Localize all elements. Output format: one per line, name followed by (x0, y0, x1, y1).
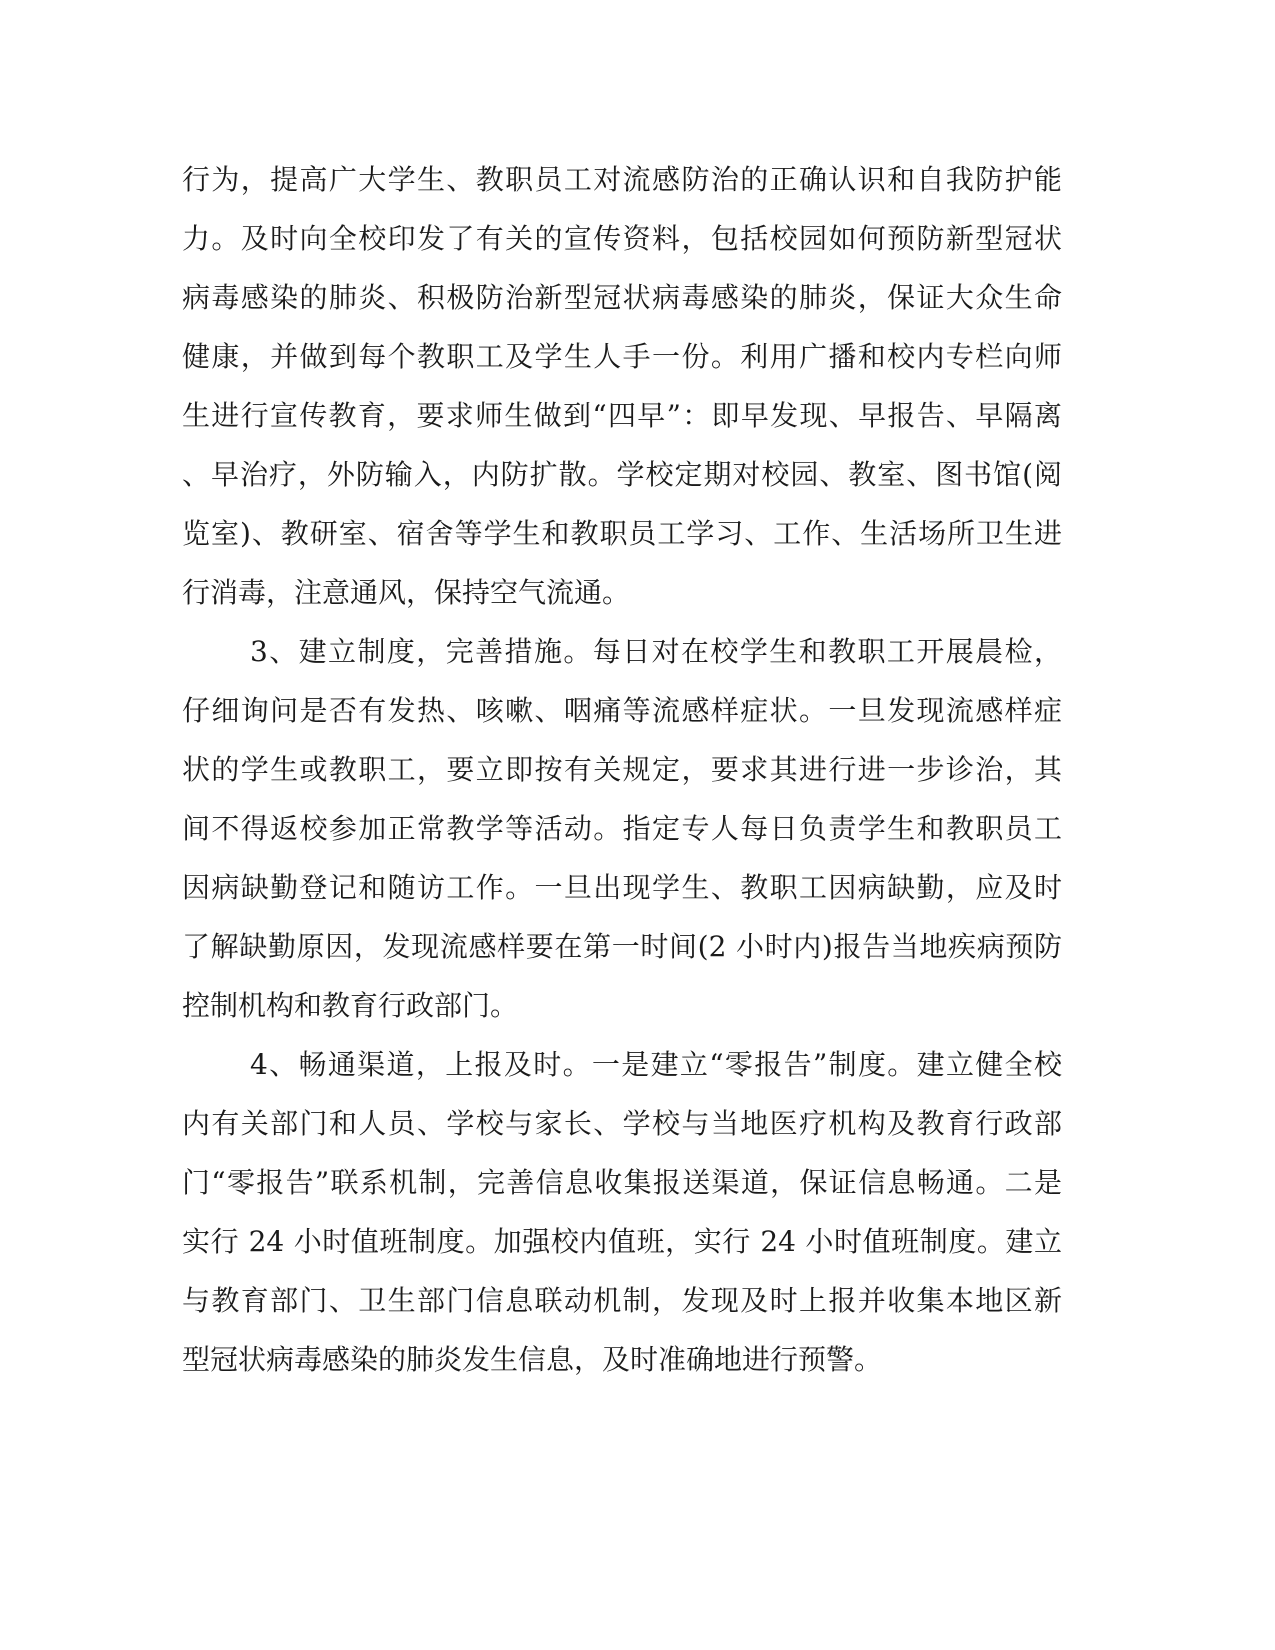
text-line: 控制机构和教育行政部门。 (182, 989, 519, 1022)
text-line: 病毒感染的肺炎、积极防治新型冠状病毒感染的肺炎，保证大众生命 (182, 281, 1062, 314)
text-line: 健康，并做到每个教职工及学生人手一份。利用广播和校内专栏向师 (182, 340, 1062, 373)
text-line: 仔细询问是否有发热、咳嗽、咽痛等流感样症状。一旦发现流感样症 (182, 694, 1062, 727)
text-line: 力。及时向全校印发了有关的宣传资料，包括校园如何预防新型冠状 (182, 222, 1062, 255)
text-line: 了解缺勤原因，发现流感样要在第一时间(2 小时内)报告当地疾病预防 (182, 930, 1062, 963)
text-line: 生进行宣传教育，要求师生做到“四早”：即早发现、早报告、早隔离 (182, 399, 1062, 432)
text-line: 行消毒，注意通风，保持空气流通。 (182, 576, 631, 609)
text-line: 览室)、教研室、宿舍等学生和教职员工学习、工作、生活场所卫生进 (182, 517, 1062, 550)
text-line: 门“零报告”联系机制，完善信息收集报送渠道，保证信息畅通。二是 (182, 1166, 1062, 1199)
text-line: 与教育部门、卫生部门信息联动机制，发现及时上报并收集本地区新 (182, 1284, 1062, 1317)
text-line: 因病缺勤登记和随访工作。一旦出现学生、教职工因病缺勤，应及时 (182, 871, 1062, 904)
text-line: 内有关部门和人员、学校与家长、学校与当地医疗机构及教育行政部 (182, 1107, 1062, 1140)
text-line: 、早治疗，外防输入，内防扩散。学校定期对校园、教室、图书馆(阅 (182, 458, 1062, 491)
paragraph-3-first-line: 3、建立制度，完善措施。每日对在校学生和教职工开展晨检， (250, 635, 1062, 668)
text-line: 状的学生或教职工，要立即按有关规定，要求其进行进一步诊治，其 (182, 753, 1062, 786)
text-line: 型冠状病毒感染的肺炎发生信息，及时准确地进行预警。 (182, 1343, 883, 1376)
text-line: 行为，提高广大学生、教职员工对流感防治的正确认识和自我防护能 (182, 163, 1062, 196)
paragraph-4-first-line: 4、畅通渠道，上报及时。一是建立“零报告”制度。建立健全校 (250, 1048, 1062, 1081)
text-line: 间不得返校参加正常教学等活动。指定专人每日负责学生和教职员工 (182, 812, 1062, 845)
text-line: 实行 24 小时值班制度。加强校内值班，实行 24 小时值班制度。建立 (182, 1225, 1062, 1258)
